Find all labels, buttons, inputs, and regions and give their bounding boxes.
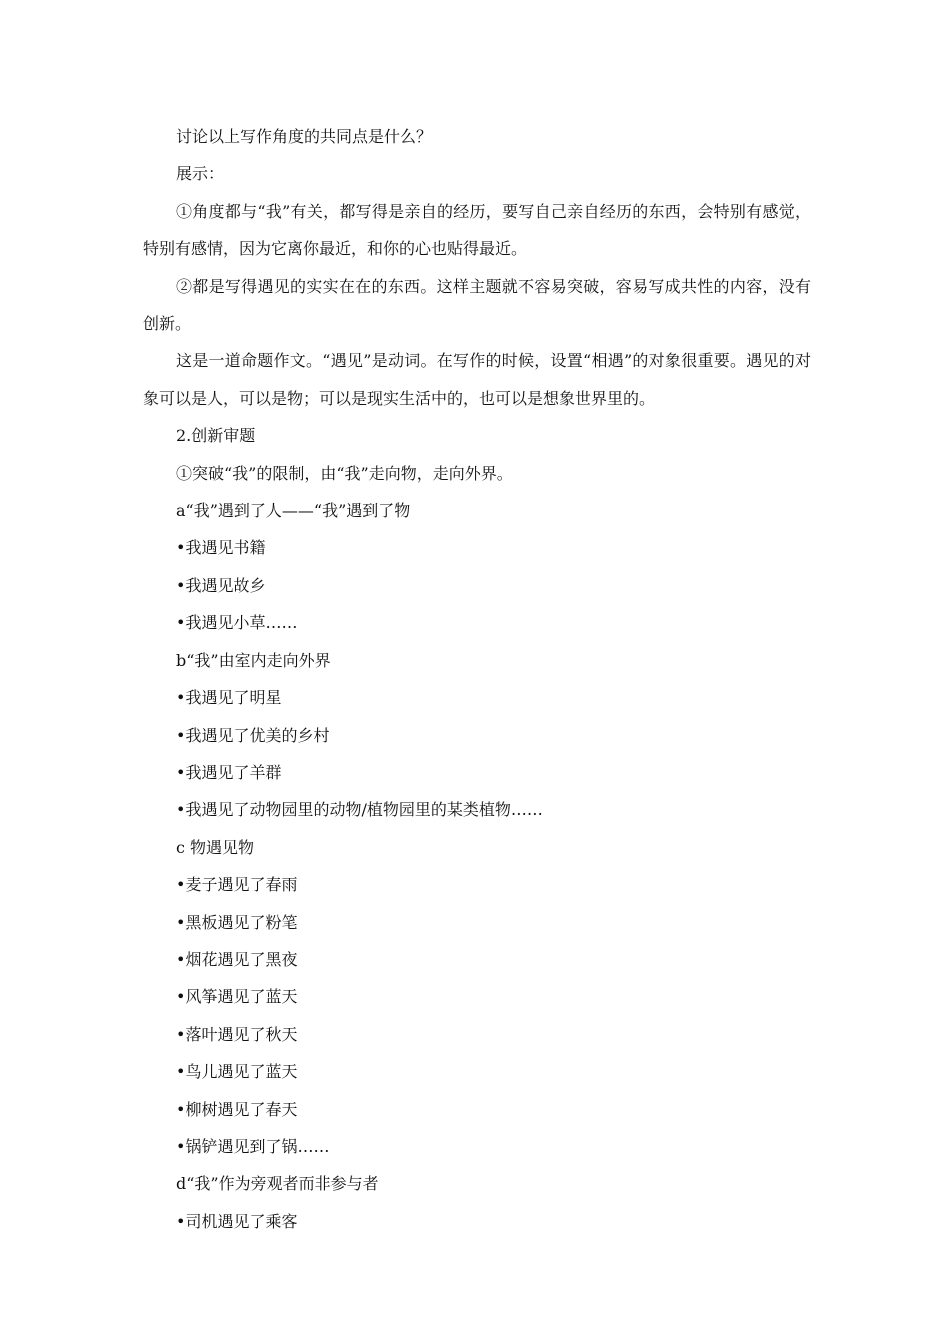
list-item: •风筝遇见了蓝天 [176,987,298,1007]
list-item: •我遇见书籍 [176,538,266,558]
list-group-d: d“我”作为旁观者而非参与者 [176,1174,379,1194]
list-item: •锅铲遇见到了锅…… [176,1136,330,1156]
list-item: •我遇见了羊群 [176,762,282,782]
list-group-b: b“我”由室内走向外界 [176,650,331,670]
list-item: •我遇见了明星 [176,688,282,708]
list-item: •麦子遇见了春雨 [176,875,298,895]
paragraph-topic-analysis: 这是一道命题作文。“遇见”是动词。在写作的时候，设置“相遇”的对象很重要。遇见的对象可以是人，可以是物；可以是现实生活中的，也可以是想象世界里的。 [143,351,811,408]
discussion-question: 讨论以上写作角度的共同点是什么？ [176,127,433,146]
section-heading: 2.创新审题 [176,426,256,446]
list-item: •我遇见了动物园里的动物/植物园里的某类植物…… [176,800,543,820]
list-item: •黑板遇见了粉笔 [176,912,298,932]
list-item: •落叶遇见了秋天 [176,1024,298,1044]
list-item: •我遇见了优美的乡村 [176,725,330,745]
list-item: •鸟儿遇见了蓝天 [176,1062,298,1082]
list-item: •我遇见小草…… [176,613,298,633]
list-item: •司机遇见了乘客 [176,1211,298,1231]
paragraph-point-1: ①角度都与“我”有关，都写得是亲自的经历，要写自己亲自经历的东西，会特别有感觉，特别有感情，因为它离你最近，和你的心也贴得最近。 [143,201,811,259]
document-page [143,118,811,1240]
list-group-c: c 物遇见物 [176,837,255,857]
list-group-a: a“我”遇到了人——“我”遇到了物 [176,501,411,521]
subsection-heading: ①突破“我”的限制，由“我”走向物，走向外界。 [176,463,513,483]
list-item: •我遇见故乡 [176,575,266,595]
list-item: •烟花遇见了黑夜 [176,949,298,969]
list-item: •柳树遇见了春天 [176,1099,298,1119]
paragraph-point-2: ②都是写得遇见的实实在在的东西。这样主题就不容易突破，容易写成共性的内容，没有创新。 [143,276,811,334]
display-label: 展示： [176,164,225,184]
